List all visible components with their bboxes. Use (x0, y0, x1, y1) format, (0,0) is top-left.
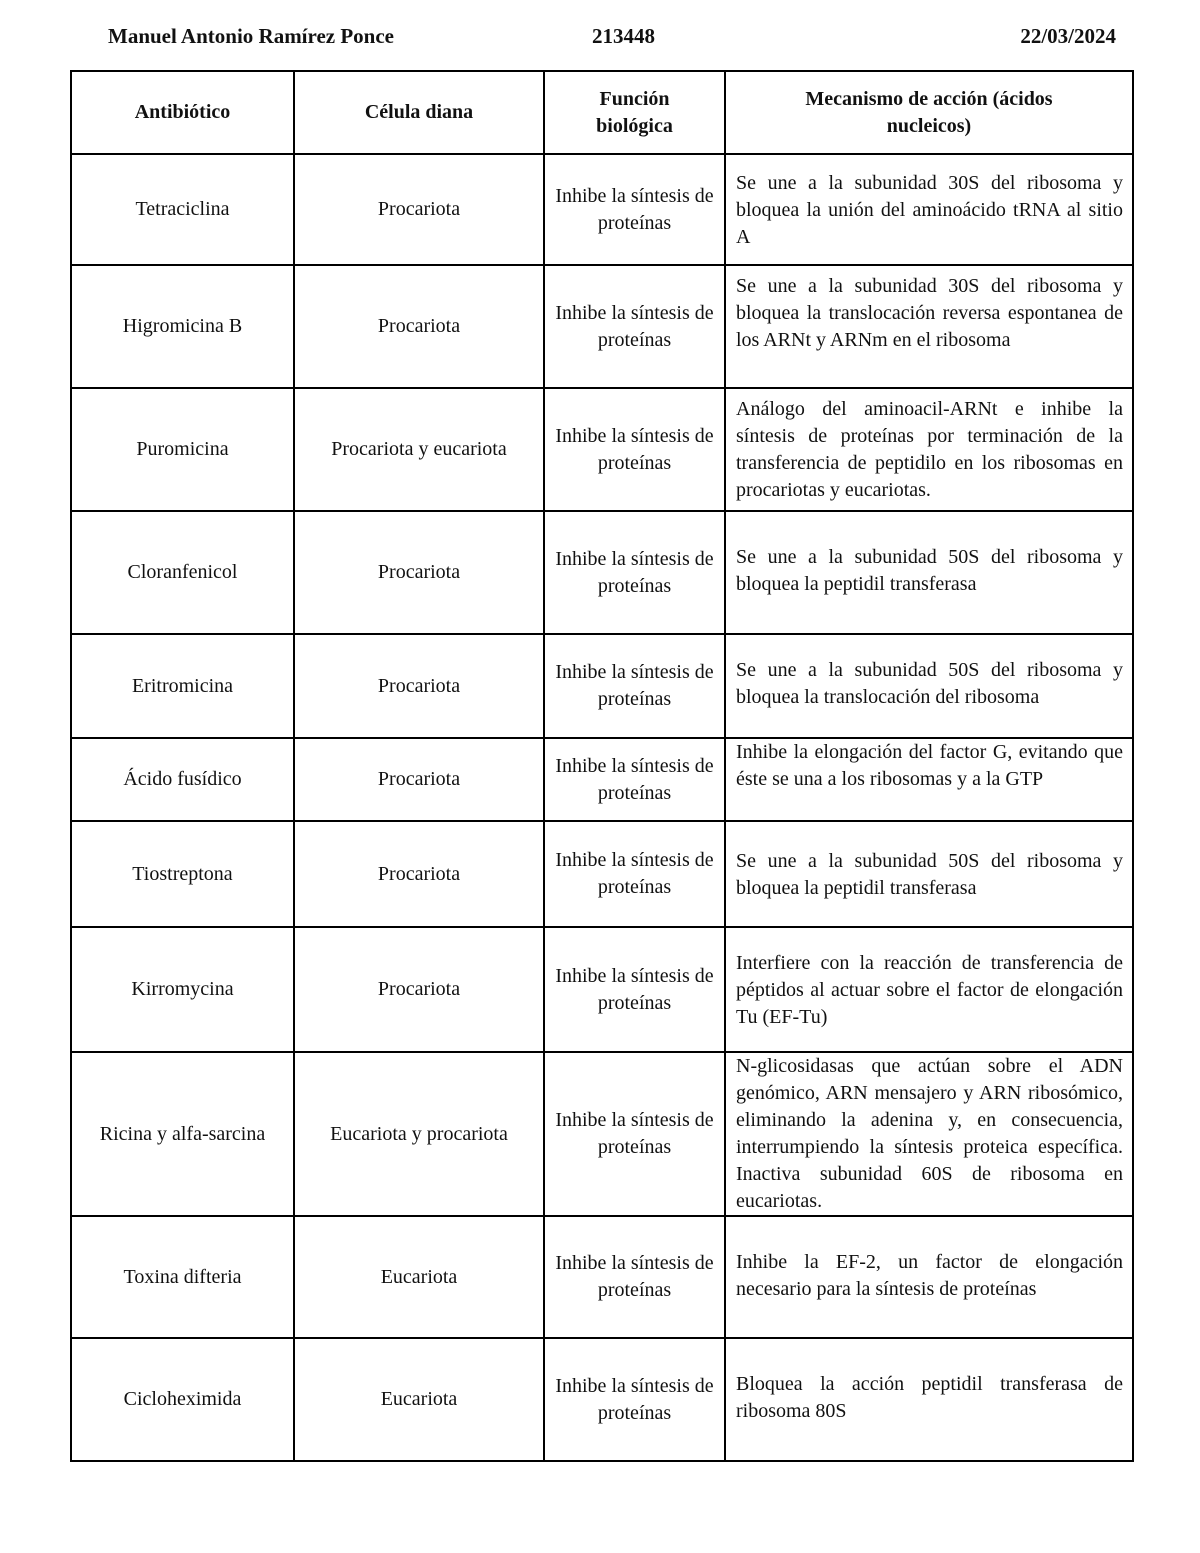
target-cell: Procariota (294, 738, 544, 821)
antibiotic-cell: Eritromicina (71, 634, 294, 738)
mechanism-cell: Bloquea la acción peptidil transferasa de ribosoma 80S (725, 1338, 1133, 1461)
target-cell: Procariota y eucariota (294, 388, 544, 511)
antibiotic-cell: Puromicina (71, 388, 294, 511)
document-date: 22/03/2024 (1020, 24, 1116, 48)
antibiotics-table (70, 70, 1134, 1462)
antibiotic-cell: Toxina difteria (71, 1216, 294, 1338)
table-row (71, 1338, 1133, 1461)
table-row (71, 1216, 1133, 1338)
table-row (71, 1052, 1133, 1216)
function-cell: Inhibe la síntesis de proteínas (544, 821, 725, 927)
target-cell: Procariota (294, 821, 544, 927)
author-name: Manuel Antonio Ramírez Ponce (108, 24, 395, 48)
antibiotic-cell: Kirromycina (71, 927, 294, 1052)
table-row (71, 927, 1133, 1052)
mechanism-cell: Análogo del aminoacil-ARNt e inhibe la síntesis de proteínas por terminación de la transferencia de peptidilo en los ribosomas en procariotas y eucariotas. (725, 388, 1133, 511)
antibiotic-cell: Tetraciclina (71, 154, 294, 265)
antibiotic-cell: Cloranfenicol (71, 511, 294, 634)
function-cell: Inhibe la síntesis de proteínas (544, 1216, 725, 1338)
table-row (71, 634, 1133, 738)
mechanism-cell: Inhibe la EF-2, un factor de elongación necesario para la síntesis de proteínas (725, 1216, 1133, 1338)
target-cell: Eucariota (294, 1216, 544, 1338)
target-cell: Eucariota (294, 1338, 544, 1461)
function-cell: Inhibe la síntesis de proteínas (544, 1052, 725, 1216)
mechanism-cell: Se une a la subunidad 30S del ribosoma y bloquea la unión del aminoácido tRNA al sitio A (725, 154, 1133, 265)
mechanism-cell: Se une a la subunidad 30S del ribosoma y bloquea la translocación reversa espontanea de los ARNt y ARNm en el ribosoma (725, 265, 1133, 388)
target-cell: Procariota (294, 927, 544, 1052)
antibiotic-cell: Ácido fusídico (71, 738, 294, 821)
column-header-target-cell: Célula diana (294, 71, 544, 154)
antibiotic-cell: Ricina y alfa-sarcina (71, 1052, 294, 1216)
target-cell: Eucariota y procariota (294, 1052, 544, 1216)
column-header-function: Función biológica (544, 71, 725, 154)
table-row (71, 265, 1133, 388)
function-cell: Inhibe la síntesis de proteínas (544, 927, 725, 1052)
mechanism-cell: Interfiere con la reacción de transferencia de péptidos al actuar sobre el factor de elongación Tu (EF-Tu) (725, 927, 1133, 1052)
function-cell: Inhibe la síntesis de proteínas (544, 154, 725, 265)
table-header-row (71, 71, 1133, 154)
document-header (0, 24, 1200, 54)
table-row (71, 738, 1133, 821)
function-cell: Inhibe la síntesis de proteínas (544, 634, 725, 738)
target-cell: Procariota (294, 511, 544, 634)
mechanism-cell: Se une a la subunidad 50S del ribosoma y bloquea la peptidil transferasa (725, 511, 1133, 634)
function-cell: Inhibe la síntesis de proteínas (544, 511, 725, 634)
function-cell: Inhibe la síntesis de proteínas (544, 738, 725, 821)
target-cell: Procariota (294, 634, 544, 738)
target-cell: Procariota (294, 154, 544, 265)
function-cell: Inhibe la síntesis de proteínas (544, 388, 725, 511)
target-cell: Procariota (294, 265, 544, 388)
table-row (71, 388, 1133, 511)
mechanism-cell: Se une a la subunidad 50S del ribosoma y bloquea la translocación del ribosoma (725, 634, 1133, 738)
column-header-antibiotic: Antibiótico (71, 71, 294, 154)
column-header-mechanism: Mecanismo de acción (ácidos nucleicos) (725, 71, 1133, 154)
mechanism-cell: Inhibe la elongación del factor G, evitando que éste se una a los ribosomas y a la GTP (725, 738, 1133, 821)
table-row (71, 511, 1133, 634)
table-row (71, 821, 1133, 927)
antibiotic-cell: Higromicina B (71, 265, 294, 388)
function-cell: Inhibe la síntesis de proteínas (544, 1338, 725, 1461)
antibiotic-cell: Cicloheximida (71, 1338, 294, 1461)
antibiotic-cell: Tiostreptona (71, 821, 294, 927)
table-row (71, 154, 1133, 265)
mechanism-cell: N-glicosidasas que actúan sobre el ADN genómico, ARN mensajero y ARN ribosómico, eliminando la adenina y, en consecuencia, interrumpiendo la síntesis proteica específica. Inactiva subunidad 60S de ribosoma en eucariotas. (725, 1052, 1133, 1216)
function-cell: Inhibe la síntesis de proteínas (544, 265, 725, 388)
student-id: 213448 (592, 24, 655, 48)
mechanism-cell: Se une a la subunidad 50S del ribosoma y bloquea la peptidil transferasa (725, 821, 1133, 927)
